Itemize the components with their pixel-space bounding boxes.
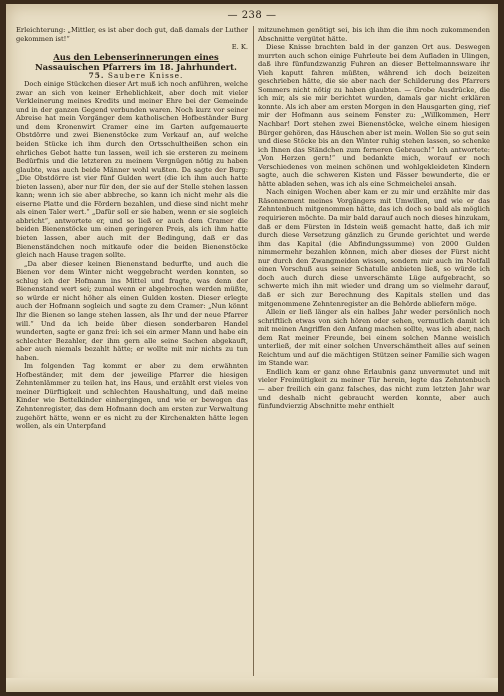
- right-paragraph: Endlich kam er ganz ohne Erlaubnis ganz unvermutet und mit vieler Freimütigkeit zu meiner Tür herein, legte das Zehntenbuch — aber freilich ein ganz falsches, das nicht zum letzten Jahr war und deshalb nicht gebraucht werden konnte, aber auch fünfundvierzig Abschnitte mehr enthielt: [258, 367, 490, 411]
- right-paragraph: Diese Knisse brachten bald in der ganzen Ort aus. Deswegen murrten auch schon einige Fuhrleute bei dem Aufladen in Ulingen, daß ihre fünfundzwanzig Fuhren an dieser Bettelmannsware ihr Vieh kaputt fahren müßten, während ich doch beizeiten geschrieben hätte, die sie aber nach der Schilderung des Pfarrers Sommers nicht nötig zu haben glaubten. — Grobe Ausdrücke, die ich mir, als sie mir berichtet wurden, damals gar nicht erklären konnte. Als ich aber am ersten Morgen in den Hausgarten ging, rief mir der Hofmann aus seinem Fenster zu: „Willkommen, Herr Nachbar! Dort stehen zwei Bienenstöcke, welche einem hiesigen Bürger gehören, das Häuschen aber ist mein. Wollen Sie so gut sein und diese Stöcke bis an den Winter ruhig stehen lassen, so schenke ich Ihnen das Ständchen zum ferneren Gebrauch!“ Ich antwortete: „Von Herzen gern!“ und bedankte mich, worauf er noch Verschiedenes von meinen schönen und wohlgekleideten Kindern sagte, auch die schweren Kisten und Fässer bewunderte, die er hätte abladen sehen, was ich als eine Schmeichelei ansah.: [258, 43, 490, 188]
- section-subheading: [16, 72, 248, 81]
- book-page: [6, 4, 498, 692]
- page-bottom-edge: [6, 678, 498, 692]
- right-paragraph: mitzunehmen genötigt sei, bis ich ihm die ihm noch zukommenden Abschnitte vergütet hätte.: [258, 26, 490, 43]
- column-divider: [253, 26, 254, 676]
- left-paragraph: „Da aber dieser keinen Bienenstand bedurfte, und auch die Bienen vor dem Winter nicht weggebracht werden konnten, so schlug ich der Hofmann ins Mittel und fragte, was denn der Bienenstand wert sei; zumal wenn er abgebrochen werden müßte, so würde er nicht höher als einen Gulden kosten. Dieser erlegte auch der Hofmann sogleich und sagte zu dem Cramer: „Nun könnt Ihr die Bienen so lange stehen lassen, als Ihr und der neue Pfarrer will.“ Und da ich beide über diesen sonderbaren Handel wunderten, sagte er ganz frei: ich sei ein armer Mann und habe ein schlechter Bezahler, der ihm gern alle seine Sachen abgekauft, aber auch niemals bezahlt hätte; er wollte mit mir nichts zu tun haben.: [16, 259, 248, 362]
- article-heading-line2: Nassauischen Pfarrers im 18. Jahrhundert.: [35, 61, 237, 72]
- right-paragraph: Allein er ließ länger als ein halbes Jahr weder persönlich noch schriftlich etwas von sich hören oder sehen, vermutlich damit ich mit meinen Angriffen den Anfang machen sollte, was ich aber, nach dem Rat meiner Freunde, bei einem solchen Manne weislich unterließ, der mit einer solchen Unverschämtheit alles auf seinen Reichtum und auf die mächtigen Stützen seiner Familie sich wagen im Stande war.: [258, 308, 490, 368]
- article-heading-line1: Aus den Lebenserinnerungen eines: [53, 51, 219, 62]
- intro-signature: E. K.: [231, 43, 248, 52]
- page-number: — 238 —: [227, 10, 277, 21]
- left-paragraph: Im folgenden Tag kommt er aber zu dem erwähnten Hofbeständer, mit dem der jeweilige Pfarrer die hiesigen Zehntenlämmer zu teilen hat, ins Haus, und erzählt erst vieles von meiner Dürftigkeit und schlechten Haushaltung, und daß meine Kinder wie Bettelkinder einhergingen, und wie er bewogen das Zehntenregister, das dem Hofmann doch am ersten zur Verwaltung zugehört hätte, wenn er es nicht zu der Kirchenakten hätte legen wollen, als ein Unterpfand: [16, 362, 248, 431]
- section-number: 75.: [88, 70, 105, 80]
- right-column: [258, 26, 490, 411]
- left-paragraph: Doch einige Stückchen dieser Art muß ich noch anführen, welche zwar an sich von keiner Erheblichkeit, aber doch mit vieler Verkleinerung meines Kredits und meiner Ehre bei der Gemeinde und in der ganzen Gegend verbunden waren. Noch kurz vor seiner Abreise hat mein Vorgänger dem katholischen Hofbeständer Burg und dem Kronenwirt Cramer eine im Garten aufgemauerte Obstdörre und zwei Bienenstöcke zum Verkauf an, auf welche beiden Stücke ich ihm durch den Ortsschultheißen schon ein ehrliches Gebot hatte tun lassen, weil ich sie ersteren zu meinem Bedürfnis und die letzteren zu meinem Vergnügen nötig zu haben glaubte, was auch beide Männer wohl wußten. Da sagte der Burg: „Die Obstdörre ist vier fünf Gulden wert (die ich ihm auch hatte bieten lassen), aber nur für den, der sie auf der Stelle stehen lassen kann; wenn ich sie aber abbreche, so kann ich nicht mehr als die eiserne Platte und die Fördern bezahlen, und diese sind nicht mehr als einen Taler wert.“ „Dafür soll er sie haben, wenn er sie sogleich abbricht“, antwortete er, und so ließ er auch dem Cramer die beiden Bienenstöcke um einen geringeren Preis, als ich ihm hatte bieten lassen, aber auch mit der Bedingung, daß er das Bienenständchen noch mitkaufe oder die beiden Bienenstöcke gleich nach Hause tragen sollte.: [16, 80, 248, 260]
- left-column: [16, 26, 248, 431]
- section-title: Saubere Knisse.: [107, 70, 184, 80]
- intro-paragraph: Erleichterung: „Mittler, es ist aber doch gut, daß damals der Luther gekommen ist!“: [16, 26, 248, 43]
- right-paragraph: Nach einigen Wochen aber kam er zu mir und erzählte mir das Räsonnement meines Vorgängers mit Umwillen, und wie er das Zehntenbuch mitgenommen hätte, das ich doch so bald als möglich requirieren möchte. Da mir bald darauf auch noch dieses hinzukam, daß er dem Fürsten in Idstein weiß gemacht hatte, daß ich mir durch diese Versetzung gänzlich zu Grunde gerichtet und werde ihm das Kapital (die Abfindungssumme) von 2000 Gulden nimmermehr bezahlen können, mich aber dieses der Fürst nicht nur durch den Zwangmeiden wissen, sondern mir auch im Notfall einen Vorschuß aus seiner Schatulle anbieten ließ, so würde ich doch auch durch diese unverschämte Lüge aufgebracht, so schwerte mich ihn mit wieder und drang um so vielmehr darauf, daß er sich zur Berechnung des Kapitals stellen und das mitgenommene Zehntenregister an die Behörde abliefern möge.: [258, 188, 490, 308]
